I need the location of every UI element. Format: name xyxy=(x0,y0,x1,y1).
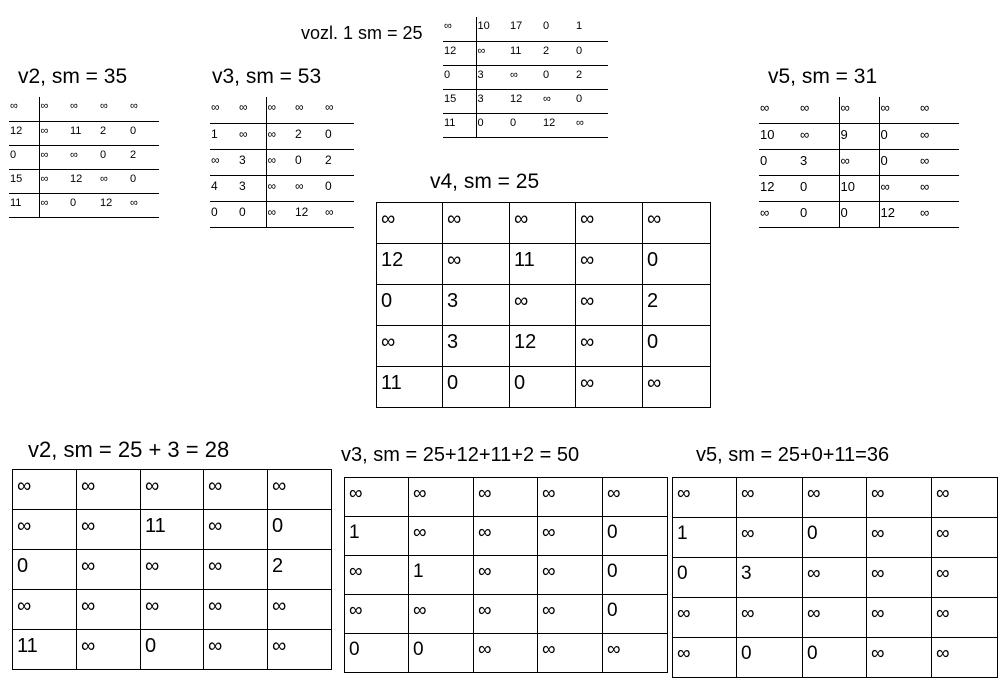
matrix-cell: 12 xyxy=(542,113,575,137)
matrix-cell: 11 xyxy=(443,113,476,137)
matrix-cell: ∞ xyxy=(100,100,108,112)
matrix-cell: ∞ xyxy=(39,97,69,121)
matrix-cell: 0 xyxy=(799,201,839,227)
matrix-cell: ∞ xyxy=(77,510,141,550)
matrix-cell: ∞ xyxy=(603,634,668,673)
matrix-cell: 1 xyxy=(409,556,474,595)
matrix-cell: ∞ xyxy=(576,244,643,285)
matrix-cell: ∞ xyxy=(345,556,409,595)
matrix-cell: 12 xyxy=(69,169,99,193)
matrix-cell: 3 xyxy=(476,89,509,113)
matrix-cell: ∞ xyxy=(99,169,129,193)
matrix-cell: ∞ xyxy=(643,203,711,244)
matrix-row xyxy=(13,510,332,550)
matrix-row xyxy=(345,478,668,517)
matrix-cell: 0 xyxy=(377,285,443,326)
matrix-row xyxy=(759,175,959,201)
matrix-cell: ∞ xyxy=(576,326,643,367)
title-root: vozl. 1 sm = 25 xyxy=(301,23,423,43)
matrix-cell: ∞ xyxy=(141,550,204,590)
matrix-cell: ∞ xyxy=(643,367,711,408)
matrix-cell: ∞ xyxy=(737,518,803,558)
matrix-cell: ∞ xyxy=(919,123,959,149)
matrix-row xyxy=(9,193,159,217)
title-v2-bottom: v2, sm = 25 + 3 = 28 xyxy=(28,437,230,462)
matrix-cell: ∞ xyxy=(603,478,668,517)
matrix-cell: 0 xyxy=(294,149,324,175)
matrix-cell: ∞ xyxy=(10,100,18,112)
matrix-row xyxy=(9,121,159,145)
matrix-cell: ∞ xyxy=(345,478,409,517)
matrix-cell: ∞ xyxy=(919,149,959,175)
matrix-cell: 0 xyxy=(879,123,919,149)
matrix-cell: 2 xyxy=(542,41,575,65)
matrix-cell: 0 xyxy=(129,169,159,193)
matrix-cell: ∞ xyxy=(474,478,538,517)
matrix-cell: ∞ xyxy=(576,367,643,408)
title-v3-bottom: v3, sm = 25+12+11+2 = 50 xyxy=(341,444,580,466)
matrix-v5-top xyxy=(759,97,959,228)
matrix-cell: 0 xyxy=(409,634,474,673)
matrix-cell: ∞ xyxy=(474,556,538,595)
matrix-cell: 0 xyxy=(476,113,509,137)
matrix-cell: ∞ xyxy=(673,598,737,638)
matrix-cell: ∞ xyxy=(867,638,932,678)
matrix-v4 xyxy=(376,202,711,408)
matrix-cell: ∞ xyxy=(324,201,354,227)
matrix-cell: 10 xyxy=(839,175,879,201)
title-v2-top: v2, sm = 35 xyxy=(18,65,128,88)
matrix-cell: ∞ xyxy=(867,518,932,558)
matrix-cell: 0 xyxy=(324,123,354,149)
matrix-cell: 3 xyxy=(238,149,266,175)
matrix-cell: 0 xyxy=(129,121,159,145)
matrix-cell: ∞ xyxy=(443,203,510,244)
matrix-cell: 11 xyxy=(510,244,576,285)
matrix-v3-bottom xyxy=(344,477,668,673)
matrix-cell: ∞ xyxy=(141,590,204,630)
matrix-cell: 0 xyxy=(509,113,542,137)
matrix-cell: ∞ xyxy=(204,630,268,670)
matrix-row xyxy=(443,17,608,41)
matrix-cell: ∞ xyxy=(839,149,879,175)
matrix-cell: ∞ xyxy=(538,634,603,673)
matrix-row xyxy=(673,638,998,678)
matrix-cell: ∞ xyxy=(77,630,141,670)
matrix-cell: ∞ xyxy=(538,517,603,556)
matrix-cell: ∞ xyxy=(39,121,69,145)
matrix-cell: ∞ xyxy=(510,285,576,326)
matrix-cell: ∞ xyxy=(204,510,268,550)
matrix-cell: ∞ xyxy=(129,193,159,217)
matrix-cell: 2 xyxy=(643,285,711,326)
matrix-cell: 0 xyxy=(737,638,803,678)
matrix-cell: 0 xyxy=(345,634,409,673)
matrix-cell: ∞ xyxy=(345,595,409,634)
matrix-cell: 10 xyxy=(476,17,509,41)
matrix-cell: 0 xyxy=(210,201,238,227)
matrix-row xyxy=(345,595,668,634)
matrix-cell: ∞ xyxy=(919,201,959,227)
matrix-cell: ∞ xyxy=(476,41,509,65)
matrix-row xyxy=(673,558,998,598)
matrix-cell: ∞ xyxy=(238,123,266,149)
matrix-cell: 1 xyxy=(576,20,583,32)
matrix-cell: ∞ xyxy=(867,558,932,598)
matrix-v2-bottom xyxy=(12,469,332,670)
matrix-cell: ∞ xyxy=(13,510,77,550)
matrix-row xyxy=(13,470,332,510)
matrix-row xyxy=(443,113,608,137)
matrix-row xyxy=(443,89,608,113)
matrix-cell: ∞ xyxy=(13,590,77,630)
matrix-cell: 0 xyxy=(268,510,332,550)
matrix-cell: 0 xyxy=(443,367,510,408)
matrix-cell: 0 xyxy=(9,145,39,169)
matrix-cell: 0 xyxy=(510,367,576,408)
matrix-row xyxy=(345,556,668,595)
matrix-cell: 0 xyxy=(542,65,575,89)
matrix-row xyxy=(673,518,998,558)
matrix-cell: 0 xyxy=(238,201,266,227)
matrix-cell: ∞ xyxy=(266,123,294,149)
matrix-cell: 0 xyxy=(643,244,711,285)
matrix-cell: ∞ xyxy=(932,518,998,558)
matrix-cell: ∞ xyxy=(268,590,332,630)
matrix-row xyxy=(759,123,959,149)
matrix-cell: ∞ xyxy=(204,470,268,510)
matrix-row xyxy=(377,326,711,367)
matrix-cell: 3 xyxy=(443,285,510,326)
matrix-cell: 0 xyxy=(575,89,608,113)
matrix-cell: ∞ xyxy=(13,470,77,510)
matrix-cell: 15 xyxy=(9,169,39,193)
matrix-cell: ∞ xyxy=(932,558,998,598)
matrix-cell: ∞ xyxy=(409,517,474,556)
matrix-cell: 2 xyxy=(99,121,129,145)
matrix-cell: 1 xyxy=(210,123,238,149)
matrix-cell: 2 xyxy=(268,550,332,590)
matrix-cell: 12 xyxy=(377,244,443,285)
matrix-cell: ∞ xyxy=(867,598,932,638)
matrix-cell: ∞ xyxy=(803,598,867,638)
matrix-row xyxy=(210,201,354,227)
matrix-root xyxy=(443,17,608,138)
matrix-cell: 0 xyxy=(673,558,737,598)
matrix-cell: 3 xyxy=(799,149,839,175)
matrix-cell: ∞ xyxy=(803,558,867,598)
matrix-cell: ∞ xyxy=(266,201,294,227)
matrix-cell: ∞ xyxy=(803,478,867,518)
matrix-cell: ∞ xyxy=(444,20,452,32)
matrix-row xyxy=(673,598,998,638)
matrix-row xyxy=(13,550,332,590)
matrix-cell: ∞ xyxy=(211,100,220,114)
matrix-cell: 15 xyxy=(443,89,476,113)
matrix-row xyxy=(759,97,959,123)
matrix-cell: ∞ xyxy=(474,634,538,673)
matrix-row xyxy=(759,201,959,227)
matrix-cell: 0 xyxy=(839,201,879,227)
matrix-cell: 11 xyxy=(13,630,77,670)
matrix-cell: ∞ xyxy=(538,556,603,595)
matrix-cell: 3 xyxy=(443,326,510,367)
matrix-cell: ∞ xyxy=(77,470,141,510)
matrix-cell: ∞ xyxy=(210,149,238,175)
matrix-cell: 0 xyxy=(799,175,839,201)
matrix-cell: ∞ xyxy=(77,590,141,630)
matrix-cell: 0 xyxy=(69,193,99,217)
matrix-cell: ∞ xyxy=(932,638,998,678)
matrix-cell: ∞ xyxy=(538,595,603,634)
matrix-cell: 0 xyxy=(324,175,354,201)
matrix-cell: ∞ xyxy=(39,145,69,169)
matrix-cell: 11 xyxy=(377,367,443,408)
matrix-cell: 10 xyxy=(759,123,799,149)
matrix-v5-bottom xyxy=(672,477,998,678)
matrix-cell: ∞ xyxy=(879,175,919,201)
matrix-cell: 12 xyxy=(759,175,799,201)
matrix-cell: ∞ xyxy=(932,598,998,638)
matrix-v2-top xyxy=(9,97,159,218)
matrix-cell: ∞ xyxy=(409,478,474,517)
matrix-cell: ∞ xyxy=(70,100,78,112)
matrix-cell: 0 xyxy=(443,65,476,89)
matrix-cell: 17 xyxy=(510,20,523,32)
matrix-cell: ∞ xyxy=(268,630,332,670)
matrix-row xyxy=(210,149,354,175)
matrix-cell: 12 xyxy=(510,326,576,367)
matrix-cell: ∞ xyxy=(760,100,770,115)
matrix-cell: ∞ xyxy=(510,203,576,244)
matrix-cell: ∞ xyxy=(295,100,304,114)
matrix-cell: 12 xyxy=(443,41,476,65)
matrix-cell: 0 xyxy=(13,550,77,590)
matrix-cell: 1 xyxy=(345,517,409,556)
matrix-cell: ∞ xyxy=(759,201,799,227)
matrix-cell: ∞ xyxy=(839,97,879,123)
matrix-cell: ∞ xyxy=(576,285,643,326)
matrix-cell: 11 xyxy=(69,121,99,145)
matrix-cell: ∞ xyxy=(443,244,510,285)
matrix-cell: ∞ xyxy=(737,478,803,518)
matrix-cell: 9 xyxy=(839,123,879,149)
matrix-cell: 4 xyxy=(210,175,238,201)
matrix-cell: ∞ xyxy=(377,326,443,367)
matrix-cell: 0 xyxy=(575,41,608,65)
matrix-cell: ∞ xyxy=(879,97,919,123)
matrix-cell: 3 xyxy=(476,65,509,89)
title-v5-bottom: v5, sm = 25+0+11=36 xyxy=(696,444,890,466)
matrix-cell: ∞ xyxy=(39,193,69,217)
matrix-row xyxy=(443,65,608,89)
title-v3-top: v3, sm = 53 xyxy=(212,65,322,88)
matrix-cell: 0 xyxy=(803,638,867,678)
matrix-cell: 1 xyxy=(673,518,737,558)
matrix-row xyxy=(759,149,959,175)
matrix-cell: 0 xyxy=(141,630,204,670)
matrix-v3-top xyxy=(210,97,354,228)
matrix-cell: 0 xyxy=(603,556,668,595)
matrix-row xyxy=(377,203,711,244)
matrix-cell: ∞ xyxy=(39,169,69,193)
matrix-cell: ∞ xyxy=(932,478,998,518)
matrix-cell: 2 xyxy=(129,145,159,169)
matrix-cell: ∞ xyxy=(509,65,542,89)
matrix-cell: 3 xyxy=(238,175,266,201)
matrix-cell: ∞ xyxy=(130,100,138,112)
matrix-cell: ∞ xyxy=(542,89,575,113)
matrix-row xyxy=(377,244,711,285)
matrix-cell: ∞ xyxy=(266,149,294,175)
matrix-cell: 0 xyxy=(879,149,919,175)
matrix-cell: 11 xyxy=(9,193,39,217)
title-v5-top: v5, sm = 31 xyxy=(768,65,878,88)
matrix-cell: ∞ xyxy=(799,123,839,149)
matrix-cell: 0 xyxy=(603,595,668,634)
matrix-row xyxy=(210,123,354,149)
matrix-cell: ∞ xyxy=(409,595,474,634)
matrix-cell: 0 xyxy=(603,517,668,556)
matrix-cell: 11 xyxy=(141,510,204,550)
matrix-cell: 12 xyxy=(509,89,542,113)
matrix-cell: ∞ xyxy=(268,470,332,510)
matrix-cell: ∞ xyxy=(800,100,810,115)
matrix-row xyxy=(9,169,159,193)
matrix-cell: 12 xyxy=(294,201,324,227)
matrix-row xyxy=(345,634,668,673)
matrix-cell: ∞ xyxy=(204,590,268,630)
matrix-cell: ∞ xyxy=(474,517,538,556)
matrix-row xyxy=(210,175,354,201)
matrix-cell: ∞ xyxy=(919,175,959,201)
matrix-cell: 12 xyxy=(9,121,39,145)
matrix-cell: ∞ xyxy=(575,113,608,137)
matrix-row xyxy=(377,367,711,408)
matrix-cell: 11 xyxy=(509,41,542,65)
matrix-row xyxy=(377,285,711,326)
matrix-cell: ∞ xyxy=(377,203,443,244)
matrix-cell: 12 xyxy=(99,193,129,217)
matrix-cell: ∞ xyxy=(77,550,141,590)
matrix-cell: ∞ xyxy=(266,175,294,201)
matrix-cell: ∞ xyxy=(673,638,737,678)
matrix-cell: ∞ xyxy=(266,97,294,123)
matrix-cell: ∞ xyxy=(920,100,930,115)
matrix-cell: ∞ xyxy=(737,598,803,638)
matrix-cell: 0 xyxy=(803,518,867,558)
matrix-cell: ∞ xyxy=(867,478,932,518)
matrix-cell: 2 xyxy=(324,149,354,175)
title-v4: v4, sm = 25 xyxy=(430,170,540,193)
matrix-cell: ∞ xyxy=(239,100,248,114)
matrix-row xyxy=(13,630,332,670)
matrix-cell: 2 xyxy=(575,65,608,89)
matrix-cell: 2 xyxy=(294,123,324,149)
matrix-cell: ∞ xyxy=(69,145,99,169)
matrix-row xyxy=(443,41,608,65)
matrix-row xyxy=(345,517,668,556)
matrix-cell: 12 xyxy=(879,201,919,227)
matrix-cell: ∞ xyxy=(673,478,737,518)
matrix-cell: 0 xyxy=(759,149,799,175)
matrix-cell: ∞ xyxy=(538,478,603,517)
matrix-row xyxy=(210,97,354,123)
matrix-cell: 3 xyxy=(737,558,803,598)
matrix-row xyxy=(9,97,159,121)
matrix-cell: ∞ xyxy=(474,595,538,634)
matrix-cell: ∞ xyxy=(141,470,204,510)
matrix-cell: 0 xyxy=(643,326,711,367)
matrix-cell: ∞ xyxy=(576,203,643,244)
matrix-row xyxy=(13,590,332,630)
matrix-row xyxy=(673,478,998,518)
matrix-cell: ∞ xyxy=(325,100,334,114)
matrix-cell: 0 xyxy=(543,20,550,32)
matrix-cell: ∞ xyxy=(204,550,268,590)
matrix-cell: 0 xyxy=(99,145,129,169)
matrix-cell: ∞ xyxy=(294,175,324,201)
matrix-row xyxy=(9,145,159,169)
